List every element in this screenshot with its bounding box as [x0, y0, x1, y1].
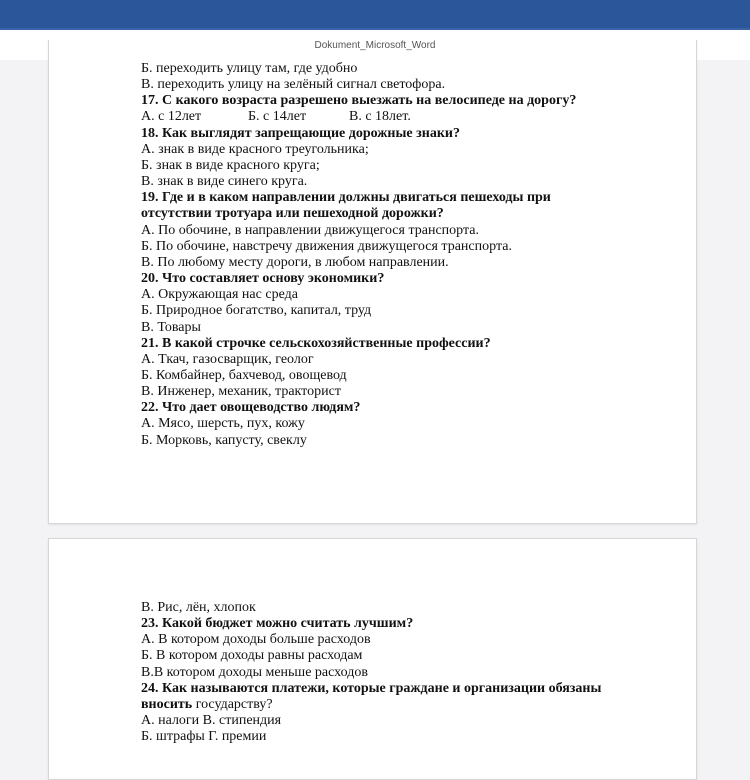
document-title: Dokument_Microsoft_Word [314, 40, 436, 51]
q17-answers [141, 109, 576, 125]
text-line: Б. переходить улицу там, где удобно [141, 61, 358, 76]
text-line: А. Мясо, шерсть, пух, кожу [141, 416, 305, 432]
answer-b: Б. с 14лет [248, 109, 307, 125]
text-line: В. Товары [141, 319, 201, 335]
text-line: Б. знак в виде красного круга; [141, 157, 320, 173]
answer-a: А. с 12лет [141, 109, 202, 125]
text-line: А. знак в виде красного треугольника; [141, 141, 369, 157]
text-line: А. По обочине, в направлении движущегося транспорта. [141, 222, 479, 238]
question-23: 23. Какой бюджет можно считать лучшим? [141, 616, 414, 632]
answer-c: В. с 18лет. [349, 109, 411, 125]
bold-part: вносить [141, 696, 193, 712]
normal-part: государству? [192, 696, 273, 712]
text-line: Б. В котором доходы равны расходам [141, 648, 363, 664]
question-22: 22. Что дает овощеводство людям? [141, 400, 361, 416]
text-line: В. Рис, лён, хлопок [141, 600, 256, 615]
text-line: В.В котором доходы меньше расходов [141, 664, 368, 680]
title-bar [0, 0, 750, 30]
question-24-cont [141, 697, 601, 713]
text-line: Б. Природное богатство, капитал, труд [141, 303, 372, 319]
question-19: 19. Где и в каком направлении должны двигаться пешеходы при [141, 190, 551, 206]
question-20: 20. Что составляет основу экономики? [141, 271, 385, 287]
text-line: А. Ткач, газосварщик, геолог [141, 351, 314, 367]
text-line: Б. По обочине, навстречу движения движущегося транспорта. [141, 238, 512, 254]
page-2-text [141, 600, 601, 745]
question-19-cont: отсутствии тротуара или пешеходной дорожки? [141, 206, 444, 222]
text-line: А. В котором доходы больше расходов [141, 632, 371, 648]
text-line: А. Окружающая нас среда [141, 287, 298, 303]
text-line: В. По любому месту дороги, в любом направлении. [141, 254, 449, 270]
text-line: Б. Комбайнер, бахчевод, овощевод [141, 367, 347, 383]
page-1-text [141, 61, 576, 449]
question-18: 18. Как выглядят запрещающие дорожные знаки? [141, 125, 460, 141]
text-line: Б. штрафы Г. премии [141, 729, 267, 745]
question-17: 17. С какого возраста разрешено выезжать на велосипеде на дорогу? [141, 93, 577, 109]
text-line: Б. Морковь, капусту, свеклу [141, 432, 307, 448]
text-line: В. Инженер, механик, тракторист [141, 384, 341, 400]
text-line: В. знак в виде синего круга. [141, 174, 308, 190]
text-line: В. переходить улицу на зелёный сигнал светофора. [141, 77, 446, 93]
text-line: А. налоги В. стипендия [141, 713, 282, 729]
question-24: 24. Как называются платежи, которые граждане и организации обязаны [141, 680, 602, 696]
question-21: 21. В какой строчке сельскохозяйственные профессии? [141, 335, 491, 351]
